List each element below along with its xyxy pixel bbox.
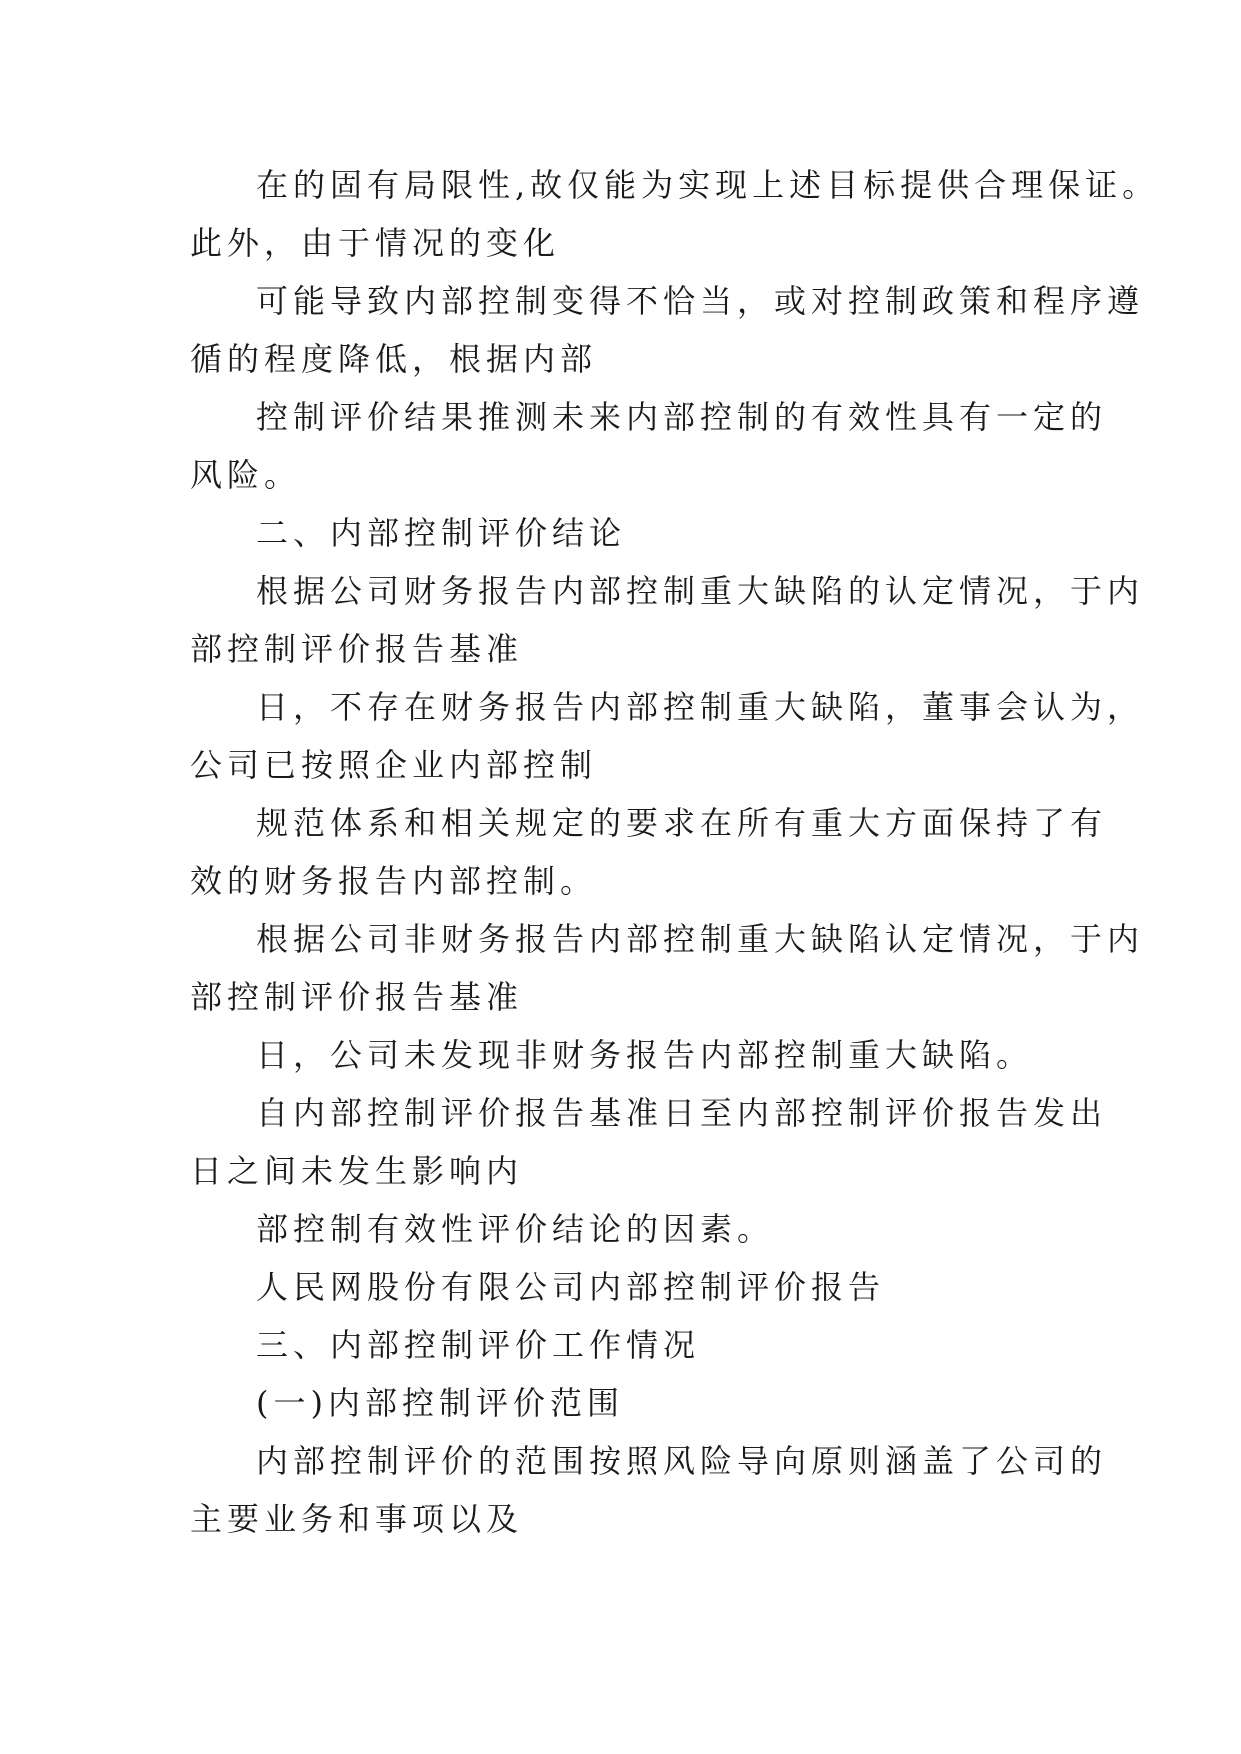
text-line: 自内部控制评价报告基准日至内部控制评价报告发出 (256, 1094, 1108, 1132)
text-line: 内部控制评价的范围按照风险导向原则涵盖了公司的 (256, 1442, 1108, 1480)
text-line: (一)内部控制评价范围 (256, 1384, 624, 1422)
text-line: 公司已按照企业内部控制 (190, 746, 598, 784)
text-line: 部控制有效性评价结论的因素。 (256, 1210, 775, 1248)
text-line: 控制评价结果推测未来内部控制的有效性具有一定的 (256, 398, 1108, 436)
text-line: 根据公司非财务报告内部控制重大缺陷认定情况，于内 (256, 920, 1145, 958)
text-line: 日，公司未发现非财务报告内部控制重大缺陷。 (256, 1036, 1034, 1074)
text-line: 可能导致内部控制变得不恰当，或对控制政策和程序遵 (256, 282, 1145, 320)
text-line: 循的程度降低，根据内部 (190, 340, 598, 378)
text-line: 根据公司财务报告内部控制重大缺陷的认定情况，于内 (256, 572, 1145, 610)
text-line: 日之间未发生影响内 (190, 1152, 524, 1190)
text-line: 效的财务报告内部控制。 (190, 862, 598, 900)
text-line: 在的固有局限性,故仅能为实现上述目标提供合理保证。 (256, 166, 1160, 204)
text-line: 二、内部控制评价结论 (256, 514, 627, 552)
text-line: 此外，由于情况的变化 (190, 224, 561, 262)
text-line: 日，不存在财务报告内部控制重大缺陷，董事会认为， (256, 688, 1145, 726)
document-body (190, 156, 1160, 1548)
text-line: 人民网股份有限公司内部控制评价报告 (256, 1268, 886, 1306)
text-line: 三、内部控制评价工作情况 (256, 1326, 701, 1364)
text-line: 部控制评价报告基准 (190, 630, 524, 668)
text-line: 规范体系和相关规定的要求在所有重大方面保持了有 (256, 804, 1108, 842)
text-line: 主要业务和事项以及 (190, 1500, 524, 1538)
text-line: 风险。 (190, 456, 302, 494)
text-line: 部控制评价报告基准 (190, 978, 524, 1016)
